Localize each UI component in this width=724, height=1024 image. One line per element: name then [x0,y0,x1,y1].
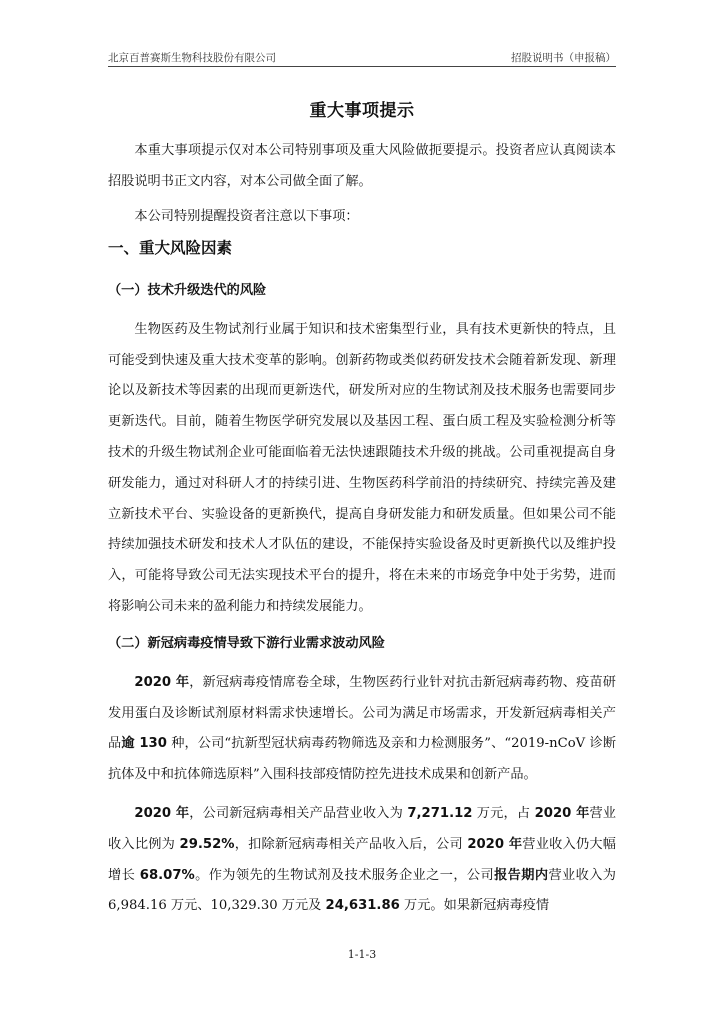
risk-block-1 [108,276,616,623]
covid-paragraph-2 [108,799,616,922]
covid-p2-text-b: 万元，占 [472,805,535,821]
intro-paragraph-1: 本重大事项提示仅对本公司特别事项及重大风险做扼要提示。投资者应认真阅读本招股说明书正文内容，对本公司做全面了解。 [108,143,616,189]
reporting-period: 报告期内 [494,867,549,883]
year-text: 2020 年 [467,836,523,852]
header-doc-type: 招股说明书（申报稿） [511,52,616,64]
covid-p2-text-a: ，公司新冠病毒相关产品营业收入为 [189,805,408,821]
intro-block [108,136,616,232]
product-count: 逾 130 [121,736,167,752]
tech-risk-paragraph: 生物医药及生物试剂行业属于知识和技术密集型行业，具有技术更新快的特点，且可能受到快速及重大技术变革的影响。创新药物或类似药研发技术会随着新发现、新理论以及新技术等因素的出现而更新迭代，研发所对应的生物试剂及技术服务也需要同步更新迭代。目前，随着生物医学研究发展以及基因工程、蛋白质工程及实验检测分析等技术的升级生物试剂企业可能面临着无法快速跟随技术升级的挑战。公司重视提高自身研发能力，通过对科研人才的持续引进、生物医药科学前沿的持续研究、持续完善及建立新技术平台、实验设备的更新换代，提高自身研发能力和研发质量。但如果公司不能持续加强技术研发和技术人才队伍的建设，不能保持实验设备及时更新换代以及维护投入，可能将导致公司无法实现技术平台的提升，将在未来的市场竞争中处于劣势，进而将影响公司未来的盈利能力和持续发展能力。 [108,321,616,614]
page-number: 1-1-3 [347,948,377,961]
page-header [108,48,616,66]
year-text: 2020 年 [134,805,190,821]
covid-p1-text-a: ，新冠病毒疫情席卷全球，生物医药行业针对抗击新冠病毒药物、疫苗研发用蛋白及诊断试剂原材料需求快速增长。公司为满足市场需求，开发新冠病毒相关产品 [108,674,616,752]
covid-p2-text-h: 万元。如果新冠病毒疫情 [399,898,550,914]
page-title: 重大事项提示 [309,101,415,121]
covid-p2-text-f: 。作为领先的生物试剂及技术服务企业之一，公司 [194,867,495,883]
revenue-share: 29.52% [179,836,235,852]
total-revenue: 24,631.86 [325,898,400,914]
covid-p1-text-b: 种，公司“抗新型冠状病毒药物筛选及亲和力检测服务”、“2019-nCoV 诊断抗体及中和抗体筛选原料”入围科技部疫情防控先进技术成果和创新产品。 [108,736,617,783]
risk-block-2 [108,629,616,922]
subsection-heading-covid: （二）新冠病毒疫情导致下游行业需求波动风险 [108,636,385,651]
subsection-heading-tech: （一）技术升级迭代的风险 [108,283,267,298]
section-heading-risks: 一、重大风险因素 [108,239,233,257]
header-company: 北京百普赛斯生物科技股份有限公司 [108,52,276,64]
covid-p2-text-c: 营业收入比例为 [108,805,616,852]
year-text: 2020 年 [534,805,590,821]
covid-p2-text-g: 营业收入为 6,984.16 万元、10,329.30 万元及 [108,867,616,914]
covid-revenue: 7,271.12 [407,805,473,821]
year-text: 2020 年 [134,674,190,690]
covid-p2-text-d: ，扣除新冠病毒相关产品收入后，公司 [234,836,468,852]
header-rule [108,66,616,67]
covid-paragraph-1 [108,668,616,791]
growth-rate: 68.07% [139,867,195,883]
covid-p2-text-e: 营业收入仍大幅增长 [108,836,616,883]
intro-paragraph-2: 本公司特别提醒投资者注意以下事项： [134,208,359,224]
